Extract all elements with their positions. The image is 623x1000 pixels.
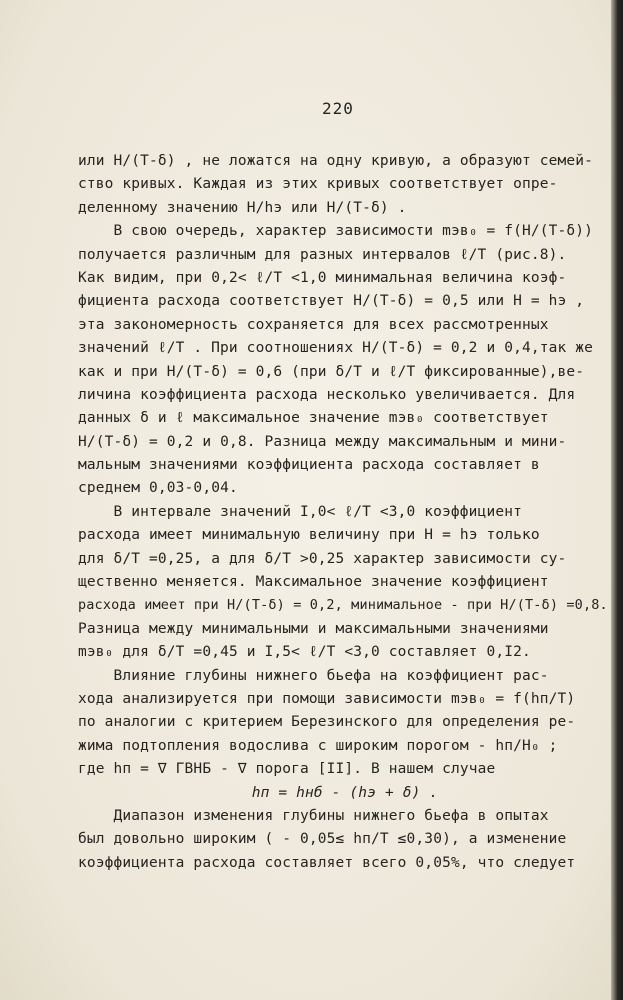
text-line: для δ/T =0,25, а для δ/T >0,25 характер зависимости су- <box>78 550 567 567</box>
text-line: мальным значениями коэффициента расхода составляет в <box>78 457 540 474</box>
text-line: по аналогии с критерием Березинского для определения ре- <box>78 714 576 731</box>
text-line: среднем 0,03-0,04. <box>78 480 238 497</box>
page-edge-shadow <box>611 0 623 1000</box>
text-line: Влияние глубины нижнего бьефа на коэффициент рас- <box>78 667 549 684</box>
text-line: hп = hнб - (hэ + δ) . <box>251 784 439 801</box>
text-line: щественно меняется. Максимальное значение коэффициент <box>78 574 549 591</box>
text-line: значений ℓ/T . При соотношениях H/(T-δ) = 0,2 и 0,4,так же <box>78 340 593 357</box>
text-line: или H/(T-δ) , не ложатся на одну кривую, а образуют семей- <box>78 153 594 169</box>
text-line: хода анализируется при помощи зависимости mэв₀ = f(hп/T) <box>78 690 576 707</box>
text-line: H/(T-δ) = 0,2 и 0,8. Разница между максимальным и мини- <box>78 433 567 450</box>
text-line: жима подтопления водослива с широким порогом - hп/H₀ ; <box>78 737 558 754</box>
text-line: коэффициента расхода составляет всего 0,05%, что следует <box>78 854 576 871</box>
text-line: Разница между минимальными и максимальными значениями <box>78 620 549 637</box>
text-line: данных δ и ℓ максимальное значение mэв₀ соответствует <box>78 410 549 427</box>
page-number: 220 <box>322 99 354 118</box>
text-line: mэв₀ для δ/T =0,45 и I,5< ℓ/T <3,0 составляет 0,I2. <box>78 644 531 661</box>
text-line: Диапазон изменения глубины нижнего бьефа в опытах <box>78 807 549 824</box>
text-line: расхода имеет минимальную величину при H = hэ только <box>78 527 540 544</box>
text-line: деленному значению H/hэ или H/(T-δ) . <box>78 199 407 216</box>
text-line: расхода имеет при H/(T-δ) = 0,2, минимальное - при H/(T-δ) =0,8. <box>78 597 608 614</box>
text-line: личина коэффициента расхода несколько увеличивается. Для <box>78 386 576 403</box>
text-line: был довольно широким ( - 0,05≤ hп/T ≤0,30), а изменение <box>78 831 567 848</box>
text-line: фициента расхода соответствует H/(T-δ) = 0,5 или H = hэ , <box>78 293 585 310</box>
text-line: где hп = ∇ ГВНБ - ∇ порога [II]. В нашем случае <box>78 761 496 778</box>
text-line: эта закономерность сохраняется для всех рассмотренных <box>78 316 549 333</box>
text-line: как и при H/(T-δ) = 0,6 (при δ/T и ℓ/T фиксированные),ве- <box>78 363 585 380</box>
text-line: получается различным для разных интервалов ℓ/T (рис.8). <box>78 246 567 263</box>
text-line: В интервале значений I,0< ℓ/T <3,0 коэффициент <box>78 503 522 520</box>
text-line: Как видим, при 0,2< ℓ/T <1,0 минимальная величина коэф- <box>78 269 567 286</box>
text-line: В свою очередь, характер зависимости mэв₀ = f(H/(T-δ)) <box>78 223 594 240</box>
text-line: ство кривых. Каждая из этих кривых соответствует опре- <box>78 176 558 193</box>
page-text <box>78 150 612 875</box>
